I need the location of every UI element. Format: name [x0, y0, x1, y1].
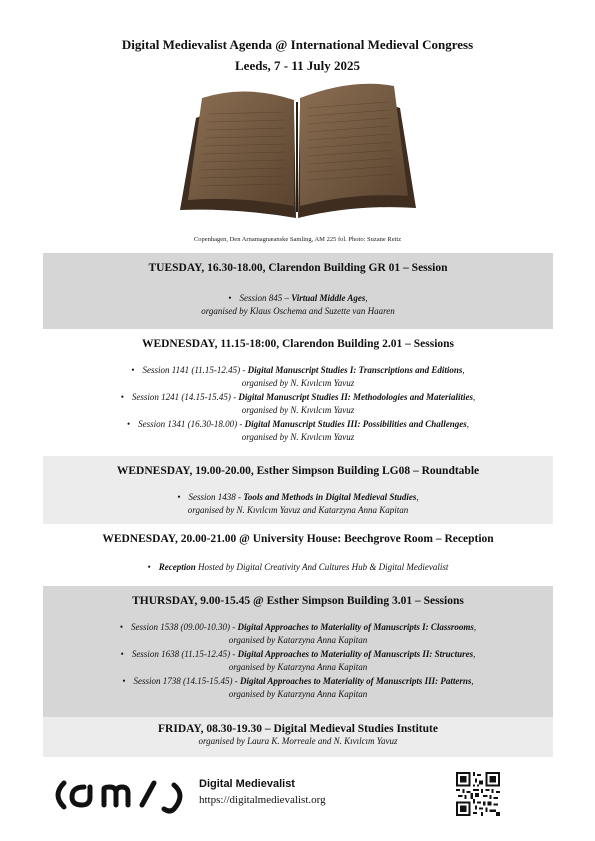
session-item: • Session 1438 - Tools and Methods in Digital Medieval Studies, organised by N. Kıvılcım Yavuz and Katarzyna Anna Kapitan [177, 492, 419, 515]
session-item: • Session 1538 (09.00-10.30) - Digital Approaches to Materiality of Manuscripts I: Classrooms, organised by Katarzyna Anna Kapitan [119, 622, 477, 645]
session-block-tuesday [43, 253, 553, 329]
page-subtitle: Leeds, 7 - 11 July 2025 [235, 58, 360, 73]
session-item: • Session 1141 (11.15-12.45) - Digital Manuscript Studies I: Transcriptions and Editions, organised by N. Kıvılcım Yavuz [131, 365, 465, 388]
organisation-name: Digital Medievalist [199, 778, 295, 790]
section-heading: WEDNESDAY, 19.00-20.00, Esther Simpson Building LG08 – Roundtable [116, 465, 480, 477]
session-item: • Session 1638 (11.15-12.45) - Digital Approaches to Materiality of Manuscripts II: Structures, organised by Katarzyna Anna Kapitan [120, 649, 476, 672]
section-heading: THURSDAY, 9.00-15.45 @ Esther Simpson Building 3.01 – Sessions [132, 595, 464, 607]
section-heading: WEDNESDAY, 20.00-21.00 @ University House: Beechgrove Room – Reception [102, 533, 494, 545]
qr-code-icon[interactable] [456, 772, 500, 816]
manuscript-photo [176, 78, 420, 224]
website-link[interactable]: https://digitalmedievalist.org [199, 794, 326, 806]
session-block-roundtable [43, 456, 553, 524]
session-item: • Session 1341 (16.30-18.00) - Digital Manuscript Studies III: Possibilities and Challenges, organised by N. Kıvılcım Yavuz [127, 419, 469, 442]
digital-medievalist-logo [50, 775, 190, 815]
session-item: • Session 1241 (14.15-15.45) - Digital Manuscript Studies II: Methodologies and Materialities, organised by N. Kıvılcım Yavuz [120, 392, 476, 415]
session-item: • Session 1738 (14.15-15.45) - Digital Approaches to Materiality of Manuscripts III: Patterns, organised by Katarzyna Anna Kapitan [122, 676, 474, 699]
session-block-thursday [43, 586, 553, 717]
section-heading: FRIDAY, 08.30-19.30 – Digital Medieval Studies Institute [158, 723, 438, 735]
photo-caption: Copenhagen, Den Arnamagnæanske Samling, AM 225 fol. Photo: Suzane Reitz [193, 236, 402, 243]
page-title: Digital Medievalist Agenda @ International Medieval Congress [121, 37, 474, 52]
session-item: • Reception Hosted by Digital Creativity And Cultures Hub & Digital Medievalist [147, 562, 449, 572]
section-organiser: organised by Laura K. Morreale and N. Kıvılcım Yavuz [198, 736, 398, 746]
session-item: • Session 845 – Virtual Middle Ages, organised by Klaus Oschema and Suzette van Haaren [201, 293, 395, 316]
session-block-friday [43, 717, 553, 757]
section-heading: TUESDAY, 16.30-18.00, Clarendon Building GR 01 – Session [148, 262, 448, 274]
session-block-reception [43, 524, 553, 586]
session-block-wednesday [43, 329, 553, 456]
section-heading: WEDNESDAY, 11.15-18:00, Clarendon Building 2.01 – Sessions [141, 338, 455, 350]
